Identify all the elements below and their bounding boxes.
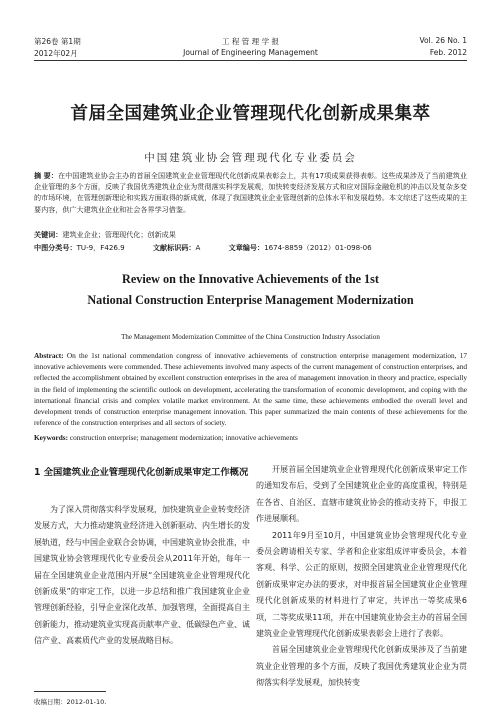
paper-title-cn: 首届全国建筑业企业管理现代化创新成果集萃 bbox=[70, 104, 431, 124]
body-paragraph: 为了深入贯彻落实科学发展观，加快建筑业企业转变经济发展方式，大力推动建筑业经济进入创新驱动、内生增长的发展轨道，经与中国企业联合会协调，中国建筑业协会批准，中国建筑业协会管理现代化专业委员会从2011年开始，每年一届在全国建筑业企业范围内开展“全国建筑业企业管理现代化创新成果”的审定工作，以进一步总结和推广我国建筑业企业管理创新经验，引导企业深化改革、加强管理，全面提高自主创新能力，推动建筑业实现高贡献率产业、低碳绿色产业、诚信产业、高素质代产业的发展战略目标。 bbox=[34, 505, 250, 646]
abstract-label-en: Abstract: bbox=[34, 351, 64, 360]
keywords-text-en: construction enterprise; management modernization; innovative achievements bbox=[69, 433, 298, 442]
keywords-label-en: Keywords: bbox=[34, 433, 69, 442]
paper-title-en-line1: Review on the Innovative Achievements of the 1st bbox=[122, 272, 379, 286]
clc-value: TU-9，F426.9 bbox=[76, 243, 125, 252]
keywords-en bbox=[34, 433, 467, 442]
abstract-text-en: On the 1st national commendation congress of innovative achievements of construction enterprise management modernization, 17 innovative achievements were commended. These achievements involved many aspects of the current management of construction enterprises, and reflected the accomplishment obtained by excellent construction enterprises in the area of management innovation in theory and practice, especially in the field of implementing the scientific outlook on development, accelerating the transformation of economic development, and coping with the international financial crisis and complex volatile market environment. At the same time, these achievements embodied the overall level and development trends of construction enterprise management innovation. This paper summarized the main contents of these achievements for the reference of the construction enterprises and all sectors of society. bbox=[34, 351, 468, 428]
right-column bbox=[256, 462, 467, 692]
article-id-label: 文章编号： bbox=[228, 243, 265, 252]
doc-code-value: A bbox=[195, 243, 201, 252]
author-cn: 中国建筑业协会管理现代化专业委员会 bbox=[144, 152, 357, 164]
doc-code-label: 文献标识码： bbox=[152, 243, 196, 252]
footnote-rule bbox=[34, 691, 106, 692]
keywords-cn bbox=[34, 230, 467, 240]
affiliation-en: The Management Modernization Committee of the China Construction Industry Association bbox=[121, 333, 380, 341]
issue-date-en: Feb. 2012 bbox=[429, 48, 467, 57]
keywords-text-cn: 建筑业企业；管理现代化；创新成果 bbox=[62, 230, 176, 239]
abstract-en bbox=[34, 350, 467, 428]
abstract-cn bbox=[34, 170, 467, 215]
keywords-label-cn: 关键词： bbox=[34, 230, 63, 239]
header-rule bbox=[34, 60, 467, 61]
abstract-text-cn: 在中国建筑业协会主办的首届全国建筑业企业管理现代化创新成果表彰会上，共有17项成果获得表彰。这些成果涉及了当前建筑业企业管理的多个方面，反映了我国优秀建筑业企业为贯彻落实科学发展观，加快转变经济发展方式和应对国际金融危机的冲击以及复杂多变的市场环境，在管理创新理论和实践方面取得的新成就，体现了我国建筑业企业管理创新的总体水平和发展趋势。本文综述了这些成果的主要内容，供广大建筑业企业和社会各界学习借鉴。 bbox=[34, 171, 467, 214]
volume-issue-en: Vol. 26 No. 1 bbox=[419, 36, 467, 45]
volume-issue-cn: 第26卷 第1期 bbox=[34, 37, 81, 46]
body-paragraph: 2011年9月至10月，中国建筑业协会管理现代化专业委员会聘请相关专家、学者和企业家组成评审委员会，本着客观、科学、公正的原则，按照全国建筑业企业管理现代化创新成果审定办法的要求，对申报首届全国建筑业企业管理现代化创新成果的材料进行了审定，共评出一等奖成果6项，二等奖成果11项，并在中国建筑业协会主办的首届全国建筑业企业管理现代化创新成果表彰会上进行了表彰。 bbox=[256, 530, 467, 639]
article-id-value: 1674-8859（2012）01-098-06 bbox=[264, 243, 372, 252]
issue-date-cn: 2012年02月 bbox=[34, 49, 78, 58]
abstract-label-cn: 摘 要： bbox=[34, 171, 58, 180]
received-date-footnote: 收稿日期：2012-01-10. bbox=[34, 698, 107, 706]
section-heading-1: 1 全国建筑业企业管理现代化创新成果审定工作概况 bbox=[34, 467, 249, 478]
paper-title-en-line2: National Construction Enterprise Management Modernization bbox=[87, 293, 414, 307]
body-paragraph: 首届全国建筑业企业管理现代化创新成果涉及了当前建筑业企业管理的多个方面，反映了我国优秀建筑业企业为贯彻落实科学发展观，加快转变 bbox=[256, 645, 467, 688]
left-column bbox=[34, 502, 250, 650]
clc-label: 中图分类号： bbox=[34, 243, 77, 252]
journal-name-en: Journal of Engineering Management bbox=[183, 48, 318, 57]
body-paragraph: 开展首届全国建筑业企业管理现代化创新成果审定工作的通知发布后，受到了全国建筑业企业的高度重视，特别是在各省、自治区、直辖市建筑业协会的推动支持下，申报工作进展顺利。 bbox=[256, 465, 467, 524]
journal-name-cn: 工 程 管 理 学 报 bbox=[222, 37, 279, 46]
classification-line bbox=[34, 243, 467, 253]
